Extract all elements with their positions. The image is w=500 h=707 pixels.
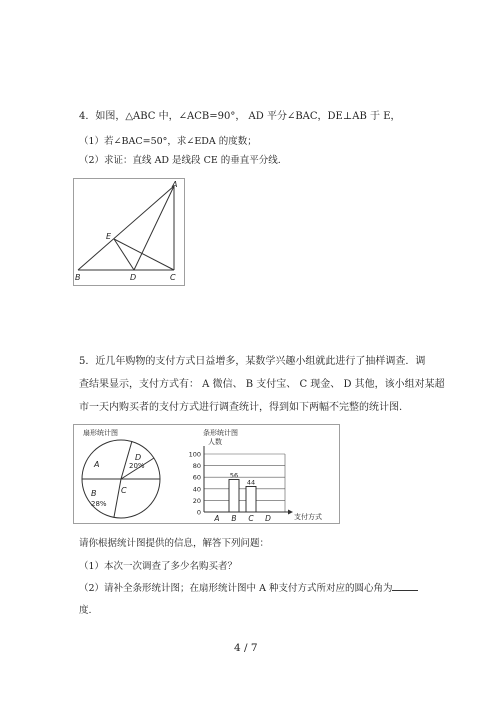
y-tick-label: 20 (192, 496, 201, 505)
label-d: D (130, 273, 137, 282)
q5-part2-end: 度. (79, 605, 92, 616)
pie-pct-b: 28% (91, 500, 107, 508)
label-c: C (170, 273, 176, 282)
segment-ad (134, 186, 174, 270)
x-axis-arrow-icon (288, 510, 293, 515)
triangle-figure (73, 178, 185, 286)
bar-marks (229, 472, 256, 512)
pie-pct-d: 20% (129, 462, 145, 470)
q5-part1: （1）本次一次调查了多少名购买者？ (79, 561, 238, 572)
q5-prompt: 请你根据统计图提供的信息，解答下列问题： (79, 538, 270, 549)
bar-c (246, 486, 256, 512)
pie-label-b: B (91, 489, 97, 498)
y-tick-label: 40 (192, 485, 201, 494)
pie-label-c: C (121, 486, 127, 495)
q4-stem: 4．如图，△ABC 中，∠ACB=90°， AD 平分∠BAC，DE⊥AB 于 E， (79, 111, 401, 122)
label-b: B (75, 273, 81, 282)
q5-line1: 5．近几年购物的支付方式日益增多，某数学兴趣小组就此进行了抽样调查．调 (79, 356, 426, 367)
pie-label-d: D (135, 453, 142, 462)
label-e: E (106, 232, 112, 241)
y-tick-label: 80 (192, 462, 201, 471)
bar-ylabel: 人数 (208, 438, 222, 446)
x-category-label: D (265, 514, 271, 523)
segment-ce (114, 239, 174, 270)
charts-figure (73, 424, 340, 524)
x-category-label: A (214, 514, 220, 523)
bar-yticks (189, 451, 201, 517)
x-category-label: B (231, 514, 237, 523)
pie-label-a: A (94, 460, 100, 469)
q5-part2-text: （2）请补全条形统计图；在扇形统计图中 A 种支付方式所对应的圆心角为 (79, 583, 393, 594)
bar-title: 条形统计图 (203, 429, 238, 437)
bar-xlabel: 支付方式 (294, 513, 322, 521)
bar-value-label: 44 (246, 478, 256, 487)
pie-title: 扇形统计图 (83, 429, 118, 437)
bar-value-label: 56 (229, 471, 239, 480)
y-tick-label: 0 (196, 508, 201, 517)
q5-answer-blank (392, 581, 418, 591)
bar-xlabels (213, 514, 271, 523)
q5-line3: 市一天内购买者的支付方式进行调查统计，得到如下两幅不完整的统计图. (79, 402, 403, 413)
q5-part2 (79, 581, 418, 596)
q4-part1: （1）若∠BAC=50°，求∠EDA 的度数； (79, 136, 257, 147)
y-tick-label: 100 (188, 450, 201, 459)
q4-part2: （2）求证：直线 AD 是线段 CE 的垂直平分线. (79, 155, 281, 166)
label-a: A (172, 180, 178, 189)
figure-frame (74, 179, 185, 286)
x-category-label: C (248, 514, 254, 523)
y-tick-label: 60 (192, 473, 201, 482)
bar-b (229, 480, 239, 512)
bar-grid (204, 454, 285, 512)
page-number: 4 / 7 (234, 642, 258, 654)
q5-line2: 查结果显示，支付方式有： A 微信、 B 支付宝、 C 现金、 D 其他，该小组对某超 (79, 379, 445, 390)
